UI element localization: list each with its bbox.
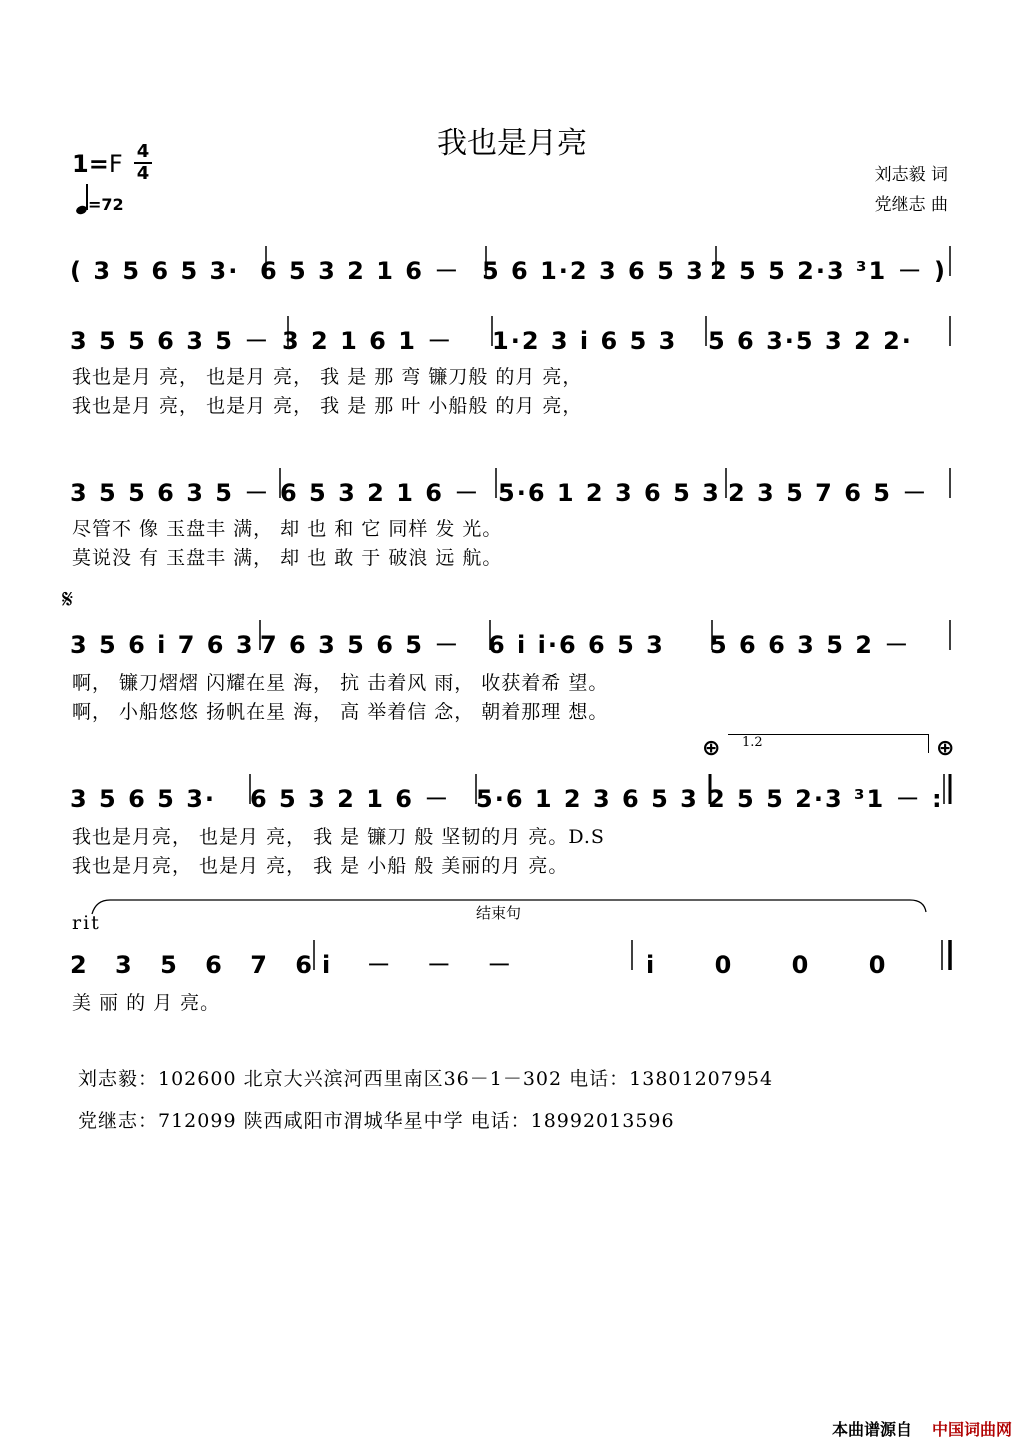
measure: 6 5 3 2 1 6 － <box>260 257 461 285</box>
barlines <box>70 768 960 818</box>
coda-icon: ⊕ <box>702 736 721 761</box>
barlines <box>70 614 960 664</box>
barlines <box>70 934 960 984</box>
measure: 2 5 5 2·3 ³1 － ) <box>710 257 947 285</box>
barlines <box>70 462 960 512</box>
lyrics-row-4-verse-1: 我也是月亮， 也是月 亮， 我 是 镰刀 般 坚韧的月 亮。D.S <box>72 826 605 848</box>
score-row-2 <box>70 462 960 508</box>
measure: 6 i i·6 6 5 3 <box>488 631 665 659</box>
measure: 3 5 5 6 3 5 － <box>70 479 271 507</box>
measure: 5 6 6 3 5 2 － <box>710 631 911 659</box>
measure: 2 3 5 7 6 5 － <box>728 479 929 507</box>
key-label: 1= <box>72 150 109 178</box>
ending-label: 结束句 <box>476 904 522 922</box>
score-row-1 <box>70 310 960 356</box>
measure: 3 2 1 6 1 － <box>282 327 454 355</box>
measure: 6 5 3 2 1 6 － <box>250 785 451 813</box>
measure: 7 6 3 5 6 5 － <box>260 631 461 659</box>
barlines <box>70 310 960 360</box>
ritardando-marking: rit <box>72 912 101 934</box>
measure: 3 5 6 i 7 6 3 <box>70 631 255 659</box>
key-note: F <box>108 150 123 178</box>
measure: i － － － <box>322 951 526 979</box>
score-row-intro <box>70 240 960 286</box>
coda-icon: ⊕ <box>936 736 955 761</box>
lyrics-row-3-verse-1: 啊， 镰刀熠熠 闪耀在星 海， 抗 击着风 雨， 收获着希 望。 <box>72 672 609 694</box>
volta-bracket <box>728 734 929 753</box>
measure: 5·6 1 2 3 6 5 3 <box>476 785 699 813</box>
measure: ( 3 5 6 5 3· <box>70 257 240 285</box>
measure: 5·6 1 2 3 6 5 3 <box>498 479 721 507</box>
source-label: 本曲谱源自 <box>831 1420 912 1439</box>
time-signature <box>134 142 152 184</box>
tempo-marking <box>76 184 124 214</box>
lyrics-row-1-verse-1: 我也是月 亮， 也是月 亮， 我 是 那 弯 镰刀般 的月 亮， <box>72 366 583 388</box>
lyrics-row-1-verse-2: 我也是月 亮， 也是月 亮， 我 是 那 叶 小船般 的月 亮， <box>72 395 583 417</box>
time-signature-bottom: 4 <box>136 163 150 184</box>
contact-composer: 党继志：712099 陕西咸阳市渭城华星中学 电话：18992013596 <box>78 1110 675 1132</box>
score-row-3 <box>70 614 960 660</box>
measure: 2 3 5 6 7 6 <box>70 951 322 979</box>
volta-label: 1.2 <box>742 735 763 750</box>
measure: 3 5 5 6 3 5 － <box>70 327 271 355</box>
lyrics-row-2-verse-1: 尽管不 像 玉盘丰 满， 却 也 和 它 同样 发 光。 <box>72 518 503 540</box>
time-signature-top: 4 <box>134 142 152 164</box>
measure: 2 5 5 2·3 ³1 － : <box>708 785 944 813</box>
contact-lyricist: 刘志毅：102600 北京大兴滨河西里南区36－1－302 电话：13801207954 <box>78 1068 774 1090</box>
score-row-4 <box>70 768 960 814</box>
lyrics-row-3-verse-2: 啊， 小船悠悠 扬帆在星 海， 高 举着信 念， 朝着那理 想。 <box>72 701 609 723</box>
source-footer <box>832 1417 1012 1440</box>
lyricist-credit: 刘志毅 词 <box>874 165 948 185</box>
measure: 5 6 1·2 3 6 5 3 <box>482 257 705 285</box>
measure: 6 5 3 2 1 6 － <box>280 479 481 507</box>
lyrics-row-4-verse-2: 我也是月亮， 也是月 亮， 我 是 小船 般 美丽的月 亮。 <box>72 855 569 877</box>
song-title: 我也是月亮 <box>437 126 587 161</box>
quarter-note-icon <box>76 184 88 214</box>
measure: 1·2 3 i 6 5 3 <box>492 327 678 355</box>
measure: 5 6 3·5 3 2 2· <box>708 327 913 355</box>
lyrics-row-2-verse-2: 莫说没 有 玉盘丰 满， 却 也 敢 于 破浪 远 航。 <box>72 547 503 569</box>
composer-credit: 党继志 曲 <box>874 195 948 215</box>
source-site-link[interactable]: 中国词曲网 <box>931 1420 1012 1439</box>
measure: 3 5 6 5 3· <box>70 785 217 813</box>
score-row-5 <box>70 934 960 980</box>
key-signature <box>72 150 123 178</box>
segno-icon: 𝄋 <box>62 585 74 615</box>
lyrics-row-5: 美 丽 的 月 亮。 <box>72 992 221 1014</box>
barlines <box>70 240 960 290</box>
measure: i 0 0 0 <box>646 951 912 979</box>
tempo-value: =72 <box>88 195 124 214</box>
